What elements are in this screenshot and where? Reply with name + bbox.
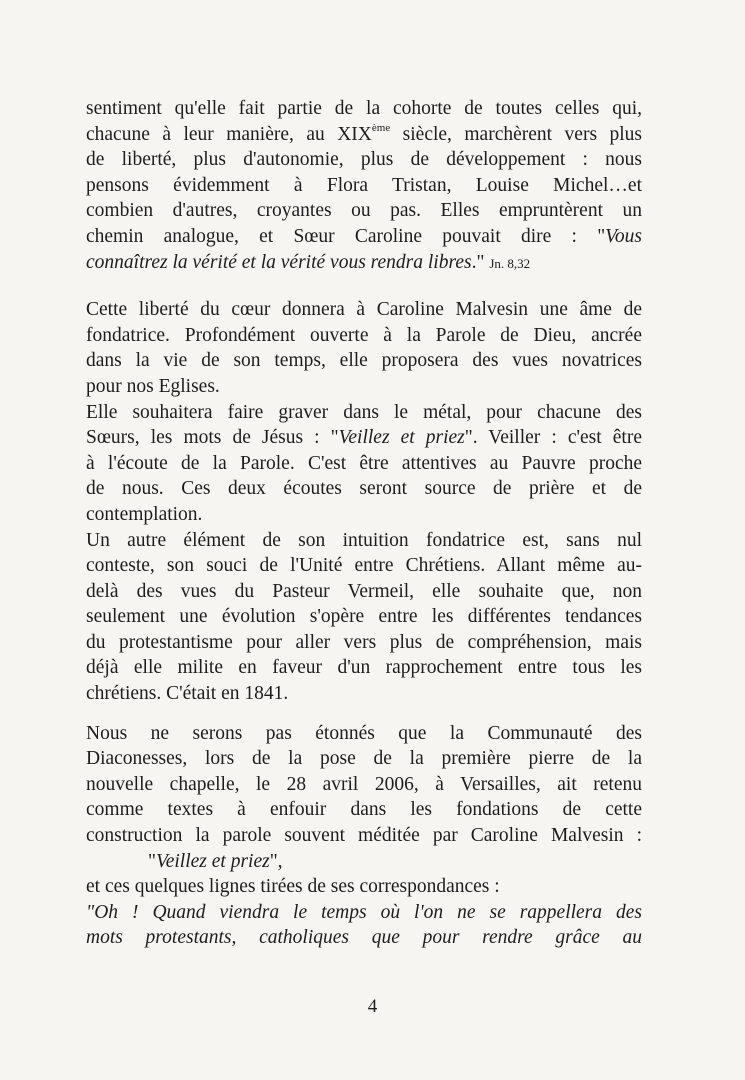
page-body [86, 96, 642, 951]
page-number: 4 [367, 996, 378, 1017]
text-fragment: chacune à leur manière, au XIX [86, 123, 372, 145]
text-line: comme textes à enfouir dans les fondations de cette [86, 799, 642, 821]
paragraph [86, 297, 642, 399]
text-line: de liberté, plus d'autonomie, plus de développement : nous [86, 149, 642, 171]
paragraph [86, 96, 642, 275]
text-line: du protestantisme pour aller vers plus de compréhension, mais [86, 631, 642, 653]
text-line [86, 425, 642, 451]
quote-veillez [86, 849, 642, 875]
text-line: à l'écoute de la Parole. C'est être attentives au Pauvre proche [86, 452, 642, 474]
paragraph-gap [86, 707, 642, 721]
text-line: pour nos Eglises. [86, 375, 220, 397]
italic-quote: connaîtrez la vérité et la vérité vous rendra libres [86, 251, 472, 273]
text-fragment: ." [471, 251, 490, 273]
text-line: Nous ne serons pas étonnés que la Communauté des [86, 722, 642, 744]
text-line: sentiment qu'elle fait partie de la cohorte de toutes celles qui, [86, 98, 642, 119]
italic-quote: Veillez et priez [155, 850, 270, 872]
text-fragment: ". Veiller : c'est être [464, 427, 642, 449]
italic-quote: mots protestants, catholiques que pour rendre grâce au [86, 927, 642, 949]
text-line: nouvelle chapelle, le 28 avril 2006, à Versailles, ait retenu [86, 773, 642, 795]
text-line: combien d'autres, croyantes ou pas. Elles empruntèrent un [86, 200, 642, 222]
paragraph-gap [86, 275, 642, 297]
paragraph [86, 721, 642, 849]
text-line: conteste, son souci de l'Unité entre Chrétiens. Allant même au- [86, 555, 642, 577]
text-line: fondatrice. Profondément ouverte à la Parole de Dieu, ancrée [86, 324, 642, 346]
paragraph [86, 528, 642, 707]
text-line: Elle souhaitera faire graver dans le métal, pour chacune des [86, 401, 642, 423]
text-line [86, 250, 642, 276]
text-line: Diaconesses, lors de la pose de la première pierre de la [86, 748, 642, 770]
text-fragment: " [148, 850, 156, 872]
text-line: déjà elle milite en faveur d'un rapprochement entre tous les [86, 657, 642, 679]
superscript: ème [371, 121, 391, 134]
text-line [86, 224, 642, 250]
text-fragment: Sœurs, les mots de Jésus : " [86, 427, 339, 449]
text-line [86, 900, 642, 926]
text-line: construction la parole souvent méditée par Caroline Malvesin : [86, 825, 642, 847]
italic-quote: Veillez et priez [338, 427, 465, 449]
text-line: dans la vie de son temps, elle proposera des vues novatrices [86, 350, 642, 372]
text-line: delà des vues du Pasteur Vermeil, elle souhaite que, non [86, 580, 642, 602]
correspondence-quote [86, 900, 642, 951]
text-line [86, 122, 642, 148]
text-line: et ces quelques lignes tirées de ses correspondances : [86, 876, 500, 898]
text-line: de nous. Ces deux écoutes seront source de prière et de [86, 478, 642, 500]
text-line: Un autre élément de son intuition fondatrice est, sans nul [86, 529, 642, 551]
text-line: Cette liberté du cœur donnera à Caroline Malvesin une âme de [86, 299, 642, 321]
text-line [86, 925, 642, 951]
text-line: contemplation. [86, 503, 203, 525]
paragraph [86, 400, 642, 528]
text-line: seulement une évolution s'opère entre les différentes tendances [86, 606, 642, 628]
bible-reference: Jn. 8,32 [489, 255, 531, 271]
text-fragment: chemin analogue, et Sœur Caroline pouvait dire : " [86, 225, 606, 247]
text-line: chrétiens. C'était en 1841. [86, 683, 289, 705]
text-fragment: siècle, marchèrent vers plus [390, 123, 642, 145]
text-line: pensons évidemment à Flora Tristan, Louise Michel…et [86, 174, 642, 196]
text-fragment: ", [269, 850, 283, 872]
italic-quote: Vous [605, 225, 642, 247]
italic-quote: "Oh ! Quand viendra le temps où l'on ne se rappellera des [86, 901, 642, 923]
